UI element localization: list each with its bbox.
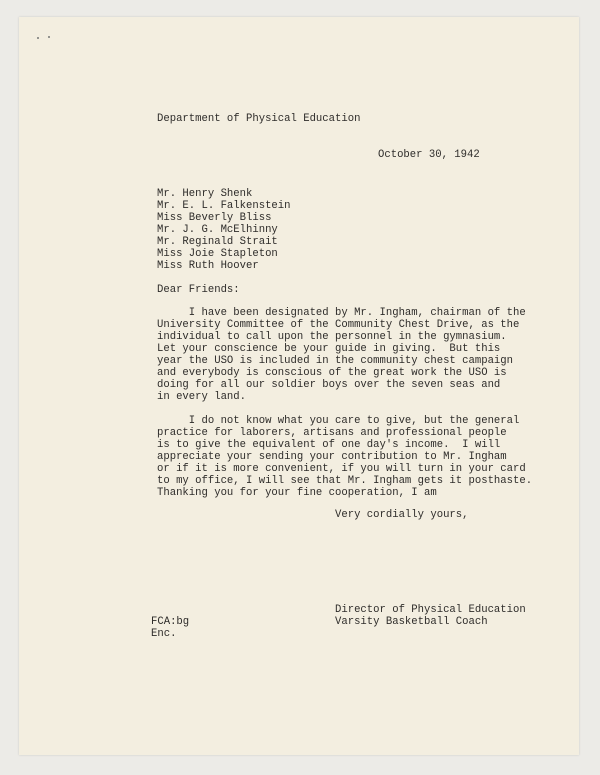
body-line: Thanking you for your fine cooperation, I am [157,487,437,499]
letter-date: October 30, 1942 [378,149,480,161]
recipient: Miss Joie Stapleton [157,248,278,260]
body-line: Let your conscience be your guide in giving. But this [157,343,501,355]
body-line: year the USO is included in the community chest campaign [157,355,514,367]
body-line: individual to call upon the personnel in the gymnasium. [157,331,507,343]
signature-title: Director of Physical Education [335,604,526,616]
body-line: to my office, I will see that Mr. Ingham gets it posthaste. [157,475,533,487]
body-line: I have been designated by Mr. Ingham, chairman of the [157,307,526,319]
complimentary-close: Very cordially yours, [335,509,469,521]
body-line: and everybody is conscious of the great work the USO is [157,367,507,379]
recipient: Mr. E. L. Falkenstein [157,200,291,212]
department-heading: Department of Physical Education [157,113,361,125]
signature-title: Varsity Basketball Coach [335,616,488,628]
body-line: or if it is more convenient, if you will turn in your card [157,463,526,475]
body-line: I do not know what you care to give, but the general [157,415,520,427]
reference-initials: FCA:bg [151,616,190,628]
recipient: Miss Ruth Hoover [157,260,259,272]
body-line: practice for laborers, artisans and professional people [157,427,507,439]
body-line: doing for all our soldier boys over the seven seas and [157,379,501,391]
body-line: University Committee of the Community Chest Drive, as the [157,319,520,331]
paper-mark [48,36,50,38]
body-line: in every land. [157,391,247,403]
body-line: appreciate your sending your contribution to Mr. Ingham [157,451,507,463]
salutation: Dear Friends: [157,284,240,296]
recipient: Mr. J. G. McElhinny [157,224,278,236]
recipient: Miss Beverly Bliss [157,212,272,224]
enclosure-note: Enc. [151,628,177,640]
paper-mark [37,37,39,39]
recipient: Mr. Reginald Strait [157,236,278,248]
recipient: Mr. Henry Shenk [157,188,253,200]
body-line: is to give the equivalent of one day's income. I will [157,439,501,451]
